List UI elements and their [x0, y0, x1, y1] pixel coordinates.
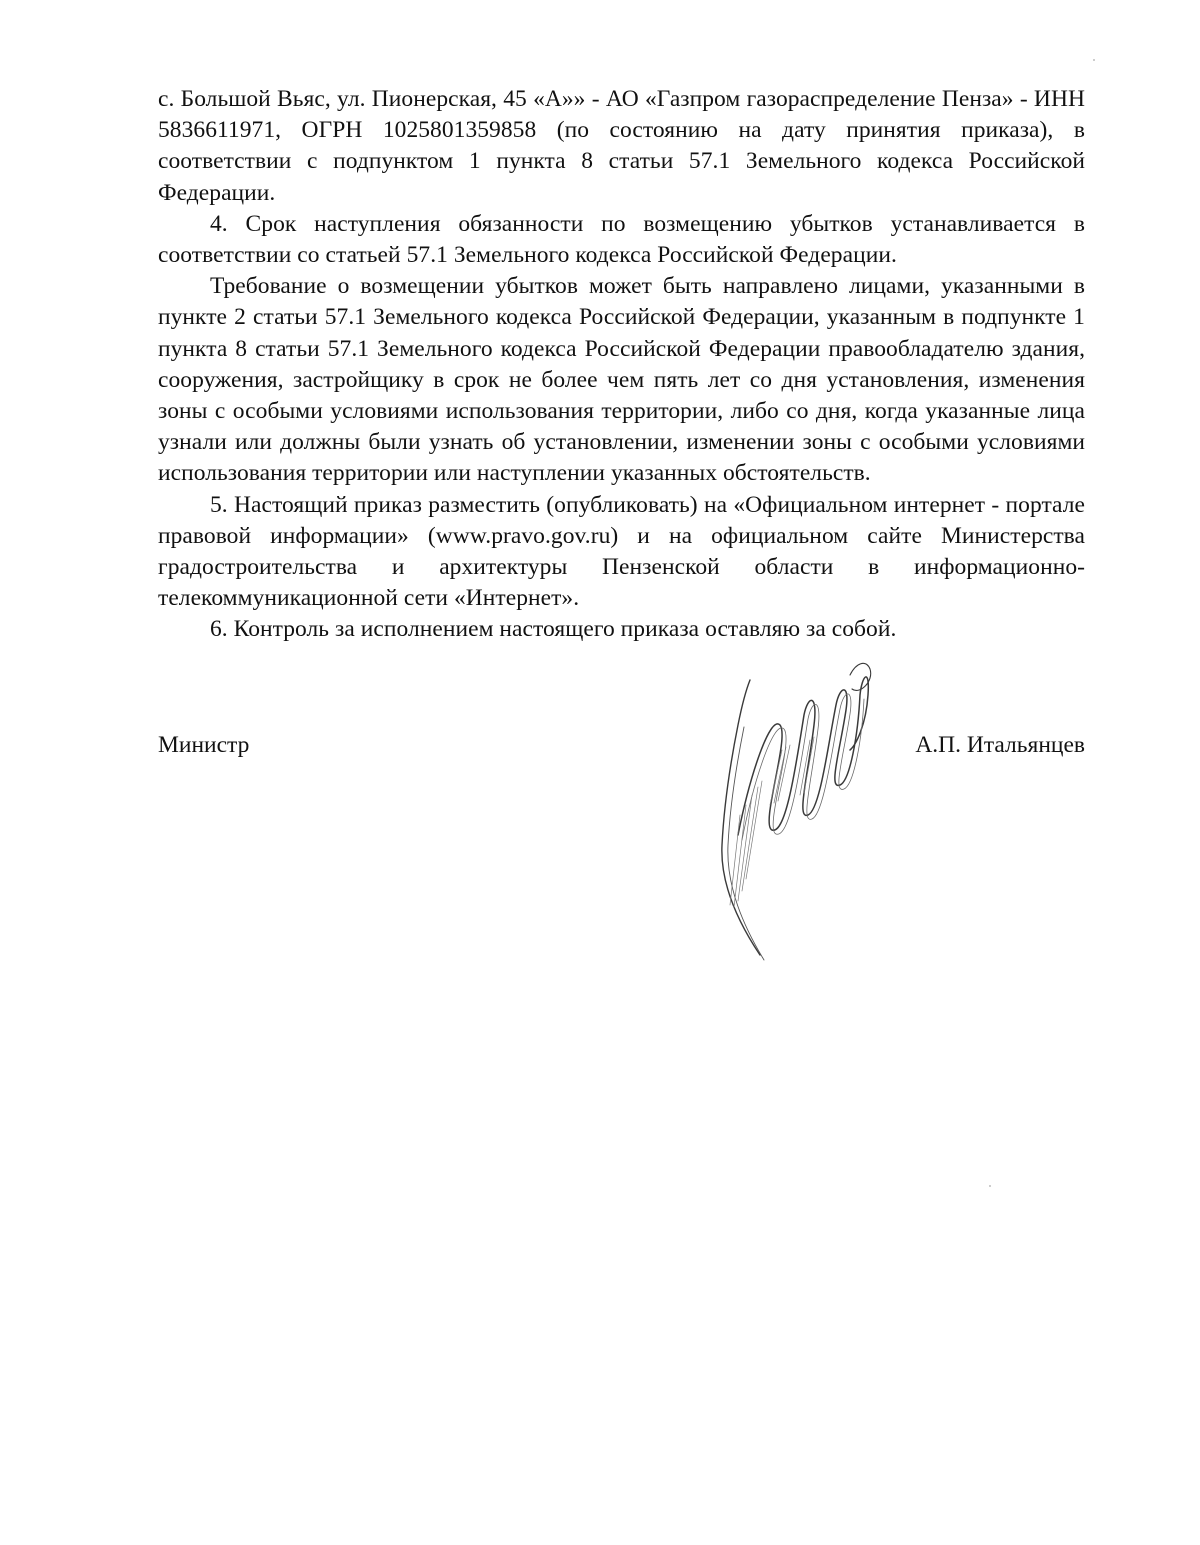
signer-position: Министр: [158, 732, 250, 758]
scan-speck: [1093, 59, 1095, 61]
document-body: [158, 84, 1085, 646]
signer-name: А.П. Итальянцев: [915, 732, 1085, 758]
signature-block: [158, 732, 1085, 764]
paragraph-item-6: 6. Контроль за исполнением настоящего приказа оставляю за собой.: [210, 616, 897, 643]
paragraph-item-5: 5. Настоящий приказ разместить (опубликовать) на «Официальном интернет - портале правовой информации» (www.pravo.gov.ru) и на официальном сайте Министерства градостроительства и архитектуры Пензенской области в информационно-телекоммуникационной сети «Интернет».: [158, 491, 1085, 612]
scan-speck: [989, 1185, 991, 1187]
paragraph-item-4: 4. Срок наступления обязанности по возмещению убытков устанавливается в соответствии со статьей 57.1 Земельного кодекса Российской Федерации.: [158, 210, 1085, 269]
handwritten-signature: [700, 655, 880, 975]
paragraph-requirement: Требование о возмещении убытков может быть направлено лицами, указанными в пункте 2 статьи 57.1 Земельного кодекса Российской Федерации, указанным в подпункте 1 пункта 8 статьи 57.1 Земельного кодекса Российской Федерации правообладателю здания, сооружения, застройщику в срок не более чем пять лет со дня установления, изменения зоны с особыми условиями использования территории, либо со дня, когда указанные лица узнали или должны были узнать об установлении, изменении зоны с особыми условиями использования территории или наступлении указанных обстоятельств.: [158, 273, 1085, 487]
paragraph-continuation: с. Большой Вьяс, ул. Пионерская, 45 «А»» - АО «Газпром газораспределение Пенза» - ИНН 5836611971, ОГРН 1025801359858 (по состоянию на дату принятия приказа), в соответствии с подпунктом 1 пункта 8 статьи 57.1 Земельного кодекса Российской Федерации.: [158, 86, 1085, 206]
